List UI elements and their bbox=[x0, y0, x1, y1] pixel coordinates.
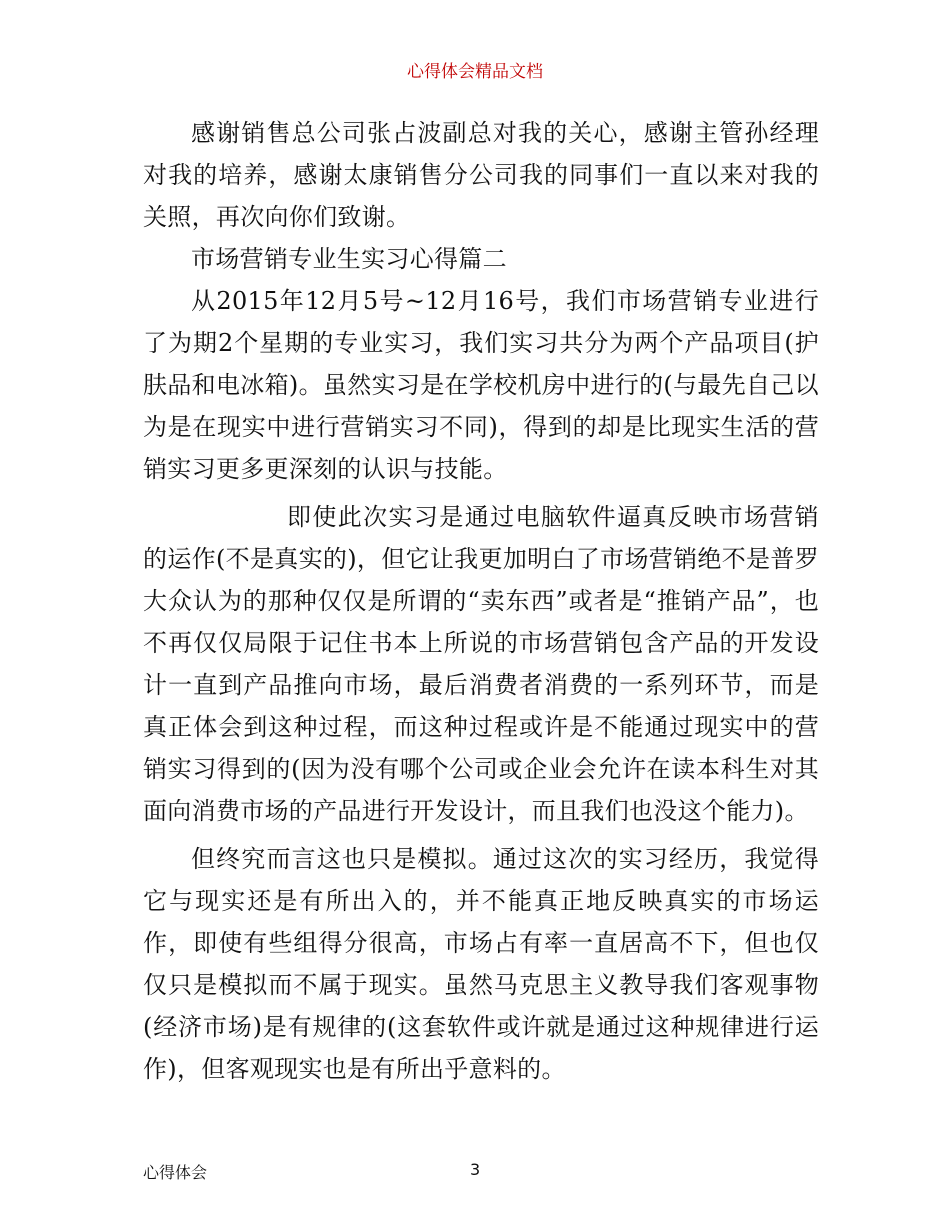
paragraph-intro: 从2015年12月5号~12月16号，我们市场营销专业进行了为期2个星期的专业实习，我们实习共分为两个产品项目(护肤品和电冰箱)。虽然实习是在学校机房中进行的(与最先自己以为是在现实中进行营销实习不同)，得到的却是比现实生活的营销实习更多更深刻的认识与技能。 bbox=[143, 287, 819, 483]
page-header-title: 心得体会精品文档 bbox=[407, 62, 543, 82]
page-number: 3 bbox=[470, 1160, 481, 1179]
paragraph-conclusion: 但终究而言这也只是模拟。通过这次的实习经历，我觉得它与现实还是有所出入的，并不能真正地反映真实的市场运作，即使有些组得分很高，市场占有率一直居高不下，但也仅仅只是模拟而不属于现实。虽然马克思主义教导我们客观事物(经济市场)是有规律的(这套软件或许就是通过这种规律进行运作)，但客观现实也是有所出乎意料的。 bbox=[143, 845, 819, 1083]
page-footer-label: 心得体会 bbox=[143, 1163, 208, 1182]
paragraph-thanks: 感谢销售总公司张占波副总对我的关心，感谢主管孙经理对我的培养，感谢太康销售分公司我的同事们一直以来对我的关照，再次向你们致谢。 bbox=[143, 119, 819, 231]
section-heading: 市场营销专业生实习心得篇二 bbox=[191, 245, 507, 273]
document-body bbox=[143, 112, 819, 1090]
paragraph-simulation: 即使此次实习是通过电脑软件逼真反映市场营销的运作(不是真实的)，但它让我更加明白了市场营销绝不是普罗大众认为的那种仅仅是所谓的“卖东西”或者是“推销产品”，也不再仅仅局限于记住书本上所说的市场营销包含产品的开发设计一直到产品推向市场，最后消费者消费的一系列环节，而是真正体会到这种过程，而这种过程或许是不能通过现实中的营销实习得到的(因为没有哪个公司或企业会允许在读本科生对其面向消费市场的产品进行开发设计，而且我们也没这个能力)。 bbox=[143, 503, 819, 825]
